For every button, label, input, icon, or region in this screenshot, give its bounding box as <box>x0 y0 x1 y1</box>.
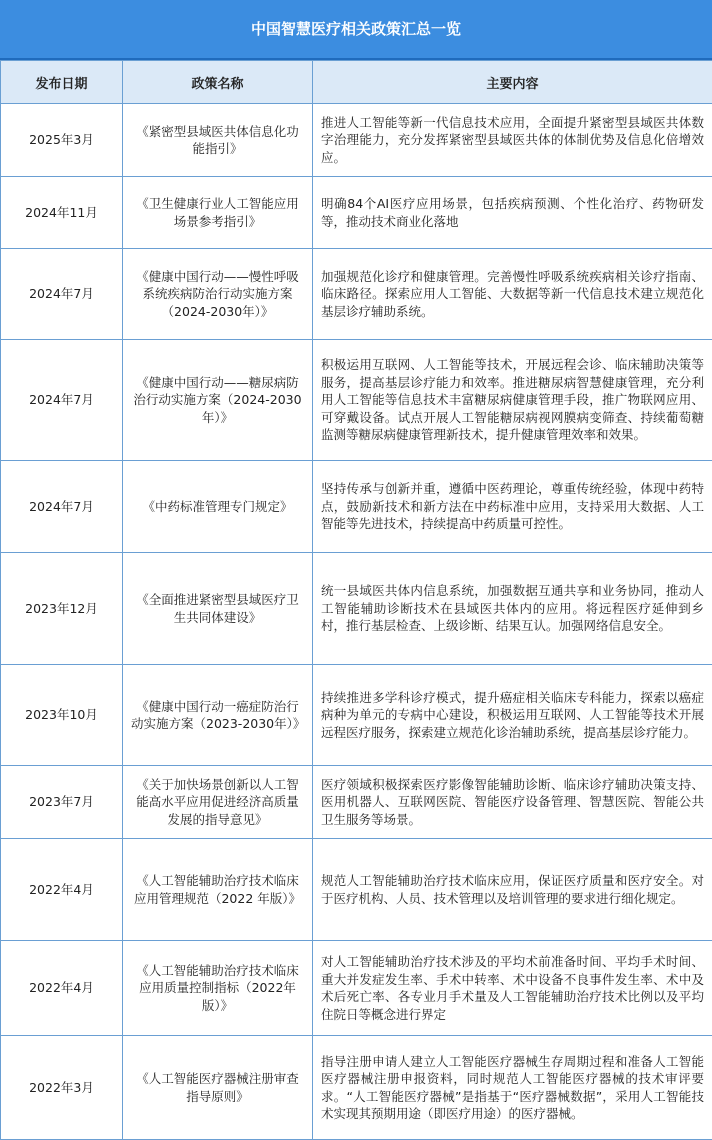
row-policy-name: 《人工智能医疗器械注册审查指导原则》 <box>123 1036 313 1140</box>
row-content: 明确84个AI医疗应用场景，包括疾病预测、个性化治疗、药物研发等，推动技术商业化落地 <box>313 177 712 249</box>
row-date: 2022年4月 <box>1 941 123 1036</box>
row-policy-name: 《关于加快场景创新以人工智能高水平应用促进经济高质量发展的指导意见》 <box>123 766 313 839</box>
row-content: 规范人工智能辅助治疗技术临床应用，保证医疗质量和医疗安全。对于医疗机构、人员、技术管理以及培训管理的要求进行细化规定。 <box>313 839 712 941</box>
row-date: 2022年4月 <box>1 839 123 941</box>
table-header-row <box>1 61 712 104</box>
header-content: 主要内容 <box>313 61 712 104</box>
row-content: 医疗领域积极探索医疗影像智能辅助诊断、临床诊疗辅助决策支持、医用机器人、互联网医院、智能医疗设备管理、智慧医院、智能公共卫生服务等场景。 <box>313 766 712 839</box>
table-row <box>1 1036 712 1140</box>
row-policy-name: 《紧密型县域医共体信息化功能指引》 <box>123 104 313 177</box>
row-policy-name: 《健康中国行动一癌症防治行动实施方案（2023-2030年）》 <box>123 665 313 766</box>
header-date: 发布日期 <box>1 61 123 104</box>
row-date: 2024年7月 <box>1 340 123 461</box>
row-date: 2023年7月 <box>1 766 123 839</box>
row-date: 2023年12月 <box>1 553 123 665</box>
table-row <box>1 104 712 177</box>
table-row <box>1 340 712 461</box>
row-policy-name: 《健康中国行动——慢性呼吸系统疾病防治行动实施方案（2024-2030年）》 <box>123 249 313 340</box>
table-row <box>1 553 712 665</box>
table-row <box>1 665 712 766</box>
row-date: 2023年10月 <box>1 665 123 766</box>
page-title: 中国智慧医疗相关政策汇总一览 <box>0 0 712 60</box>
row-date: 2025年3月 <box>1 104 123 177</box>
row-content: 指导注册申请人建立人工智能医疗器械生存周期过程和准备人工智能医疗器械注册申报资料，同时规范人工智能医疗器械的技术审评要求。“人工智能医疗器械”是指基于“医疗器械数据”，采用人工智能技术实现其预期用途（即医疗用途）的医疗器械。 <box>313 1036 712 1140</box>
table-row <box>1 177 712 249</box>
row-policy-name: 《全面推进紧密型县域医疗卫生共同体建设》 <box>123 553 313 665</box>
policy-table <box>0 60 712 1140</box>
row-date: 2024年7月 <box>1 249 123 340</box>
header-policy-name: 政策名称 <box>123 61 313 104</box>
row-content: 推进人工智能等新一代信息技术应用，全面提升紧密型县域医共体数字治理能力，充分发挥紧密型县域医共体的体制优势及信息化倍增效应。 <box>313 104 712 177</box>
row-content: 坚持传承与创新并重，遵循中医药理论，尊重传统经验，体现中药特点，鼓励新技术和新方法在中药标准中应用，支持采用大数据、人工智能等先进技术，持续提高中药质量可控性。 <box>313 461 712 553</box>
table-row <box>1 249 712 340</box>
row-policy-name: 《中药标准管理专门规定》 <box>123 461 313 553</box>
row-policy-name: 《人工智能辅助治疗技术临床应用管理规范（2022 年版）》 <box>123 839 313 941</box>
row-date: 2024年11月 <box>1 177 123 249</box>
row-policy-name: 《人工智能辅助治疗技术临床应用质量控制指标（2022年版）》 <box>123 941 313 1036</box>
table-row <box>1 766 712 839</box>
table-row <box>1 461 712 553</box>
row-date: 2024年7月 <box>1 461 123 553</box>
table-row <box>1 839 712 941</box>
row-content: 对人工智能辅助治疗技术涉及的平均术前准备时间、平均手术时间、重大并发症发生率、手术中转率、术中设备不良事件发生率、术中及术后死亡率、各专业月手术量及人工智能辅助治疗技术比例以及平均住院日等概念进行界定 <box>313 941 712 1036</box>
row-content: 持续推进多学科诊疗模式，提升癌症相关临床专科能力，探索以癌症病种为单元的专病中心建设，积极运用互联网、人工智能等技术开展远程医疗服务，探索建立规范化诊治辅助系统，提高基层诊疗能力。 <box>313 665 712 766</box>
row-content: 统一县域医共体内信息系统，加强数据互通共享和业务协同，推动人工智能辅助诊断技术在县域医共体内的应用。将远程医疗延伸到乡村，推行基层检查、上级诊断、结果互认。加强网络信息安全。 <box>313 553 712 665</box>
row-date: 2022年3月 <box>1 1036 123 1140</box>
row-content: 积极运用互联网、人工智能等技术，开展远程会诊、临床辅助决策等服务，提高基层诊疗能力和效率。推进糖尿病智慧健康管理，充分利用人工智能等信息技术丰富糖尿病健康管理手段，推广物联网应用、可穿戴设备。试点开展人工智能糖尿病视网膜病变筛查、持续葡萄糖监测等糖尿病健康管理新技术，提升健康管理效率和效果。 <box>313 340 712 461</box>
row-policy-name: 《健康中国行动——糖尿病防治行动实施方案（2024-2030年）》 <box>123 340 313 461</box>
table-row <box>1 941 712 1036</box>
row-policy-name: 《卫生健康行业人工智能应用场景参考指引》 <box>123 177 313 249</box>
row-content: 加强规范化诊疗和健康管理。完善慢性呼吸系统疾病相关诊疗指南、临床路径。探索应用人工智能、大数据等新一代信息技术建立规范化基层诊疗辅助系统。 <box>313 249 712 340</box>
